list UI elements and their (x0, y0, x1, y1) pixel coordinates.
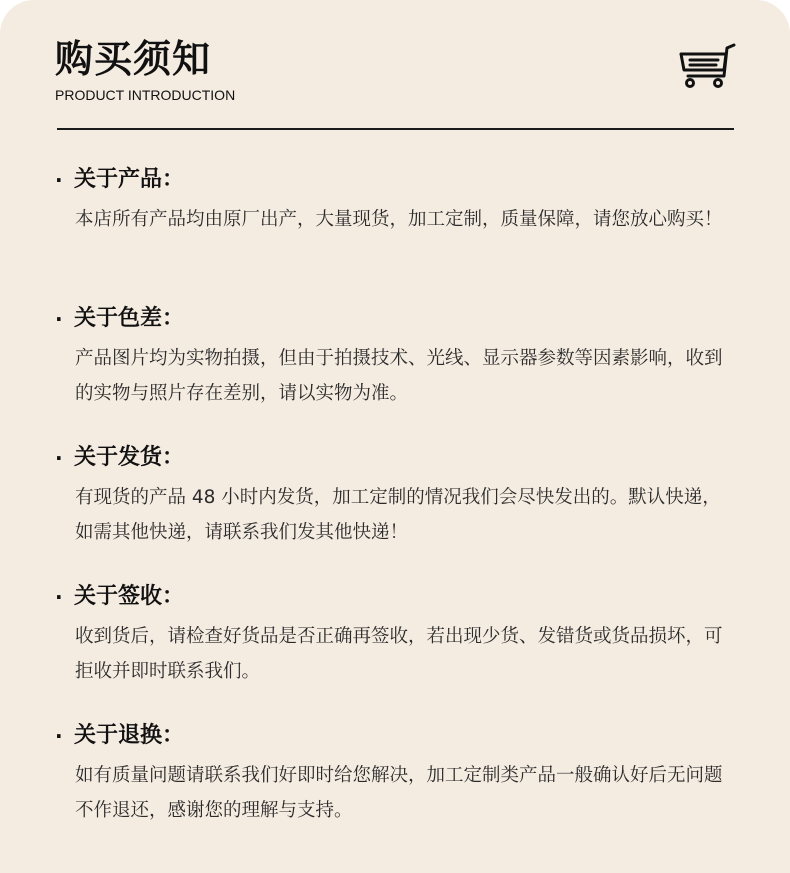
header-divider (57, 128, 734, 130)
section-product (55, 165, 745, 304)
shopping-cart-icon (678, 42, 736, 90)
bullet-dot: · (55, 446, 63, 470)
section-body: 产品图片均为实物拍摄，但由于拍摄技术、光线、显示器参数等因素影响，收到的实物与照片存在差别，请以实物为准。 (75, 348, 723, 404)
section-shipping (55, 443, 745, 582)
section-heading: 关于签收： (74, 584, 185, 609)
section-color-difference (55, 304, 745, 443)
bullet-dot: · (55, 307, 63, 331)
section-heading: 关于发货： (74, 445, 185, 470)
notice-sections (55, 165, 745, 860)
section-returns (55, 721, 745, 860)
page-title: 购买须知 (55, 37, 212, 81)
section-body: 如有质量问题请联系我们好即时给您解决，加工定制类产品一般确认好后无问题不作退还，感谢您的理解与支持。 (75, 765, 723, 821)
bullet-dot: · (55, 585, 63, 609)
page-subtitle: PRODUCT INTRODUCTION (55, 87, 236, 103)
section-body: 本店所有产品均由原厂出产，大量现货，加工定制，质量保障，请您放心购买！ (75, 209, 723, 230)
section-header (55, 582, 745, 612)
section-heading: 关于色差： (74, 306, 185, 331)
bullet-dot: · (55, 168, 63, 192)
section-body: 收到货后，请检查好货品是否正确再签收，若出现少货、发错货或货品损坏，可拒收并即时联系我们。 (75, 626, 723, 682)
section-heading: 关于产品： (74, 167, 185, 192)
section-header (55, 165, 745, 195)
bullet-dot: · (55, 724, 63, 748)
section-header (55, 304, 745, 334)
section-body: 有现货的产品 48 小时内发货，加工定制的情况我们会尽快发出的。默认快递，如需其他快递，请联系我们发其他快递！ (75, 487, 721, 543)
section-header (55, 721, 745, 751)
section-heading: 关于退换： (74, 723, 185, 748)
section-receiving (55, 582, 745, 721)
section-header (55, 443, 745, 473)
